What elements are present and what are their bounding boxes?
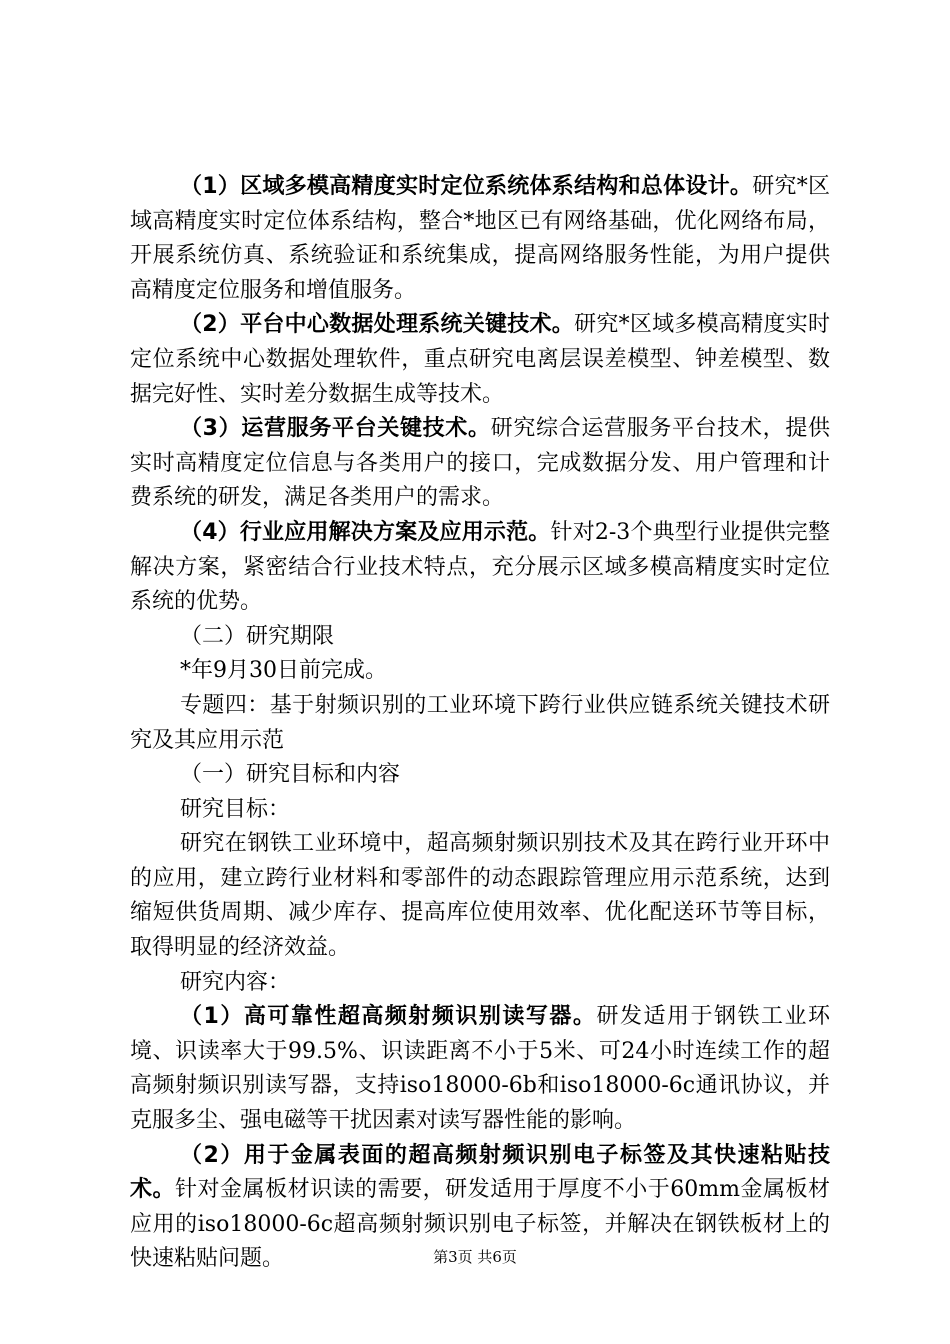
- section-heading-research-period: （二）研究期限: [180, 623, 335, 649]
- paragraph-deadline: *年9月30日前完成。: [180, 658, 387, 684]
- paragraph-4-text: 针对2-3个典型行业提供完整解决方案，紧密结合行业技术特点，充分展示区域多模高精度实时定位系统的优势。: [130, 519, 830, 615]
- paragraph-reader-lead: （1）高可靠性超高频射频识别读写器。: [180, 1004, 597, 1030]
- section-heading-goals: （一）研究目标和内容: [180, 762, 401, 788]
- paragraph-content-label: 研究内容：: [180, 969, 291, 995]
- paragraph-1-lead: （1）区域多模高精度实时定位系统体系结构和总体设计。: [180, 174, 753, 199]
- paragraph-4-lead: （4）行业应用解决方案及应用示范。: [180, 519, 551, 545]
- page-footer: 第3页 共6页: [433, 1248, 517, 1266]
- paragraph-reader: [130, 1000, 830, 1138]
- paragraph-2: [130, 308, 830, 412]
- document-body: [130, 170, 830, 1277]
- paragraph-2-text: 研究*区域多模高精度实时定位系统中心数据处理软件，重点研究电离层误差模型、钟差模型、数据完好性、实时差分数据生成等技术。: [130, 312, 830, 407]
- paragraph-2-lead: （2）平台中心数据处理系统关键技术。: [180, 312, 575, 338]
- paragraph-tag-text: 针对金属板材识读的需要，研发适用于厚度不小于60mm金属板材应用的iso18000-6c超高频射频识别电子标签，并解决在钢铁板材上的快速粘贴问题。: [130, 1177, 830, 1272]
- paragraph-topic-four: 专题四：基于射频识别的工业环境下跨行业供应链系统关键技术研究及其应用示范: [130, 692, 830, 753]
- paragraph-3-lead: （3）运营服务平台关键技术。: [180, 416, 491, 442]
- paragraph-goals: 研究在钢铁工业环境中，超高频射频识别技术及其在跨行业开环中的应用，建立跨行业材料和零部件的动态跟踪管理应用示范系统，达到缩短供货周期、减少库存、提高库位使用效率、优化配送环节等目标，取得明显的经济效益。: [130, 831, 830, 961]
- paragraph-1-text: 研究*区域高精度实时定位体系结构，整合*地区已有网络基础，优化网络布局，开展系统仿真、系统验证和系统集成，提高网络服务性能，为用户提供高精度定位服务和增值服务。: [130, 174, 830, 303]
- paragraph-tag-lead: （2）用于金属表面的超高频射频识别电子标签及其快速粘贴技术。: [130, 1142, 830, 1203]
- paragraph-3: [130, 412, 830, 516]
- paragraph-goals-label: 研究目标：: [180, 796, 291, 822]
- paragraph-4: [130, 516, 830, 620]
- paragraph-reader-text: 研发适用于钢铁工业环境、识读率大于99.5%、识读距离不小于5米、可24小时连续工作的超高频射频识别读写器，支持iso18000-6b和iso18000-6c通讯协议，并克服多尘、强电磁等干扰因素对读写器性能的影响。: [130, 1004, 830, 1134]
- paragraph-3-text: 研究综合运营服务平台技术，提供实时高精度定位信息与各类用户的接口，完成数据分发、用户管理和计费系统的研发，满足各类用户的需求。: [130, 416, 830, 511]
- paragraph-1: [130, 170, 830, 308]
